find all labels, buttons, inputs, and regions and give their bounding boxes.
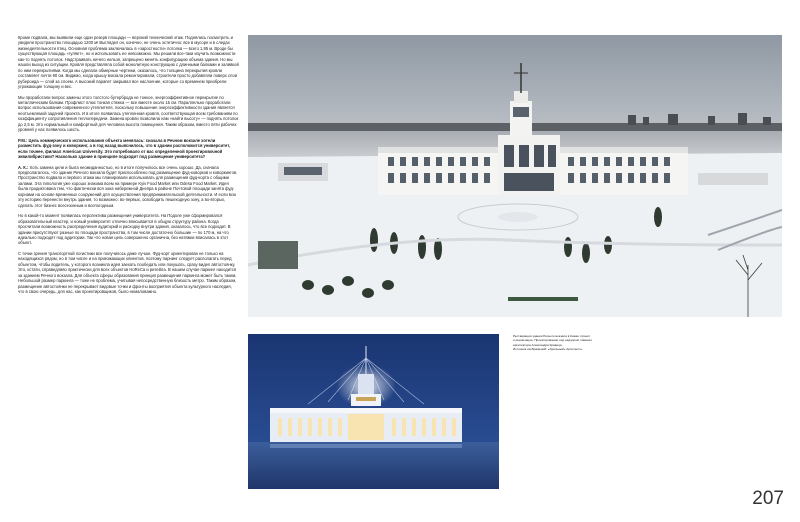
answer-speaker: А. К.: bbox=[18, 164, 29, 170]
paragraph-2: Мы проработали вопрос замены этого толстого бутерброда не тонкое, энергоэффективное перекрытие по металлическим балкам. Профлист плюс тонкая стяжка — все вместе около 15 см. Параллельно проработали вопрос использования современного утеплителя, поскольку повышение энергоэффективности здания является неотъемлемой задачей проекта. И в итоге появилась утепленная кровля, соответствующая всем требованиям по коэффициенту сопротивления теплопередачи. Замена кровли позволила нам «найти высоту» — поднять потолок до 2,5 м. Это нормальный и комфортный для человека высота помещения. Таким образом, вместо пяти рабочих уровней у нас появилось шесть. bbox=[18, 94, 239, 133]
interview-answer bbox=[18, 165, 239, 209]
night-station-photo bbox=[248, 334, 499, 489]
page-number: 207 bbox=[752, 488, 784, 509]
aerial-winter-photo bbox=[248, 35, 782, 317]
paragraph-1: Кроме подвала, мы выявили еще один резерв площади — верхний технический этаж. Поднялись посмотреть и увидели пространство площадью 1200 м! Выглядел он, конечно, не очень эстетично: все в мусоре и в следах жизнедеятельности птиц. Основная проблема заключалась в «заростности» потолка — всего 1,95 м. Вроде бы существующая площадь «гуляет», но и использовать ее невозможно. Мы решили все-таки изучить возможности как-то поднять потолок. Надстраивать ничего нельзя, запрещено менять конфигурацию объема здания. Но мы нашли выход из ситуации. Кровля представляла собой монолитную конструкцию с длинными балками и заливкой по ним перекрытиями. Когда мы сделали обмерные чертежи, оказалось, что толщина перекрытия кровли составляет почти 90 см. Видимо, когда крышу вокзала ремонтировали, строители просто добавляли поверх слои рубероида — слой за слоем. А высокий парапет закрывал все наслоение, которые со временем приобрели угрожающие толщину и вес. bbox=[18, 35, 239, 90]
paragraph-6: С точки зрения транспортной логистики все получилось даже лучше. Фуд-корт ориентирован не только на находящихся рядом, но в том числе и на приезжающих клиентов, поэтому парнинг следует располагать перед объектом, чтобы водитель, у которого возникла идея заехать пообедать или покушать, сразу видел автостоянку. Это, кстати, справедливо практически для всех объектов HoReCa и ритейла. В нашем случае паркинг находится за зданием Речного вокзала. Для объекта сферы образования принцип размещения паркинга может быть таким. Небольшой размер паркинга — тоже не проблема, учитывая непосредственную близость метро. Таким образом, размещение автостоянки не перекрывает видовые точки и фронты восприятия объекта культурного наследия, что в свою очередь, для нас, как проектировщиков, было немаловажно. bbox=[18, 250, 237, 295]
caption-line: Источник изображений: «Удельный» Архитектс» bbox=[513, 346, 583, 351]
article-column bbox=[18, 35, 239, 299]
interview-question: P.M.: Цель коммерческого использования объекта менялась: сначала в Речном вокзале хотели разместить фуд-зону и коворкинг, а в год назад выяснилось, что в здании расположится университет, если точнее, филиал American University. Это потребовало от вас определенной проектировочной эквилибристики? Насколько здание в принципе подходит под размещение университета? bbox=[18, 137, 231, 160]
photo-caption bbox=[513, 334, 623, 351]
caption-line: Реставрация здания Речного вокзала в Киеве: проект bbox=[513, 334, 591, 338]
caption-line: архитектора Александра Кравеца. bbox=[513, 342, 563, 347]
answer-text: Хоть замена цели и была неожиданностью, но в итоге получилось все очень хорошо. Да, сначала предполагалось, что здание Речного вокзала будет приспособлено под размещение фуд-коворков и коворкингов. Пространство подвала и первого этажа мы планировали использовать для размещения фуд-корта с общими залами. Эта типология уже хорошо знакома всем на примере Kyiv Food Market или Odesa Food Market. Идея была продиктована тем, что фактически вся зона набережной Днепра в районе Почтовой площади занята фуд-корнами на основе временных сооружений для осуществления предпринимательской деятельности. И если всю эту историю перенести внутрь здания, то возможно: во-первых, освободить пешеходную зону, а во-вторых, сделать этот бизнес всесезонным и всепогодным. bbox=[18, 164, 238, 208]
paragraph-5: Но в какой-то момент появилась перспектива размещения университета. На Подоле уже сформировался образовательный кластер, и новый университет отлично вписывается в общую структуру района. Когда просчитали возможность распределения аудиторий и расходку внутри здания, оказалось, что все подходит. В здании присутствуют разные по площади пространства, в том числе достаточно большие — по 170 м, на что идеально подходят под аудитории. Так что новая цель совершенно органична, без натяжки вписалась в этот объект. bbox=[18, 213, 231, 246]
caption-line: и реализация. Проектирование под надзором главного bbox=[513, 338, 593, 343]
